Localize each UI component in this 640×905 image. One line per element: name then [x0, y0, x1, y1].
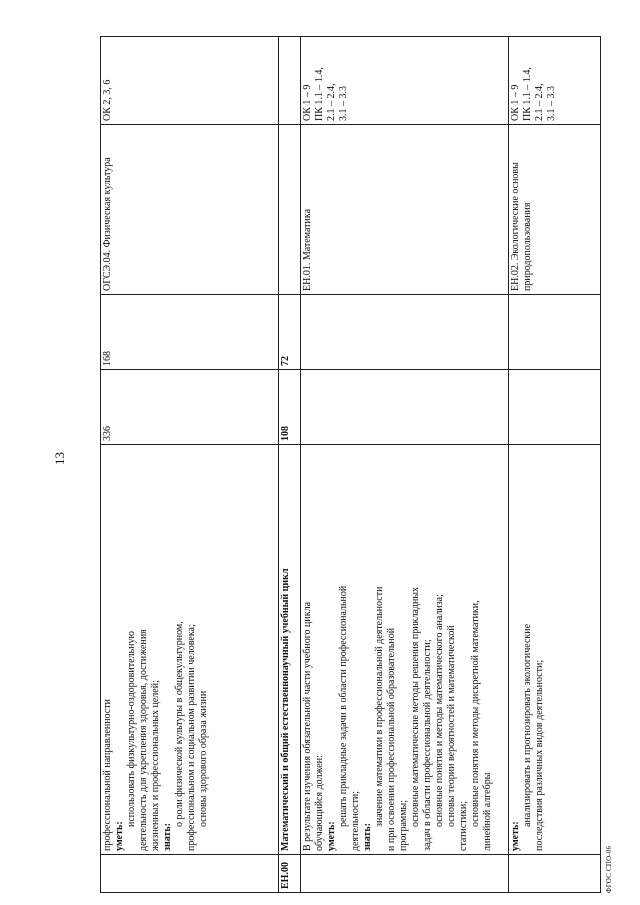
table-row [301, 37, 509, 893]
content-line: основы здорового образа жизни [198, 690, 209, 827]
cell-aud-hours: 72 [279, 295, 301, 370]
content-line: деятельность для укрепления здоровья, достижения [138, 629, 149, 851]
table-row [279, 37, 301, 893]
cell-aud-hours [301, 295, 509, 370]
content-line: Математический и общий естественнонаучный учебный цикл [280, 568, 291, 851]
footer-text: ФГОС СПО-06 [605, 845, 613, 893]
cell-discipline: ЕН.01. Математика [301, 125, 509, 295]
content-line: В результате изучения обязательной части учебного цикла [302, 601, 313, 851]
cell-code [509, 855, 601, 893]
cell-content [509, 445, 601, 855]
content-line: жизненных и профессиональных целей; [150, 680, 161, 851]
cell-aud-hours [509, 295, 601, 370]
content-line: деятельности; [350, 790, 361, 851]
content-line: о роли физической культуры в общекультурном, [174, 621, 185, 827]
page-number: 13 [52, 452, 67, 465]
cell-content [301, 445, 509, 855]
content-line: основные математические методы решения прикладных [410, 586, 421, 827]
cell-max-hours: 336 [101, 370, 279, 445]
cell-competencies: ОК 2, 3, 6 [101, 37, 279, 125]
cell-max-hours: 108 [279, 370, 301, 445]
cell-discipline [279, 125, 301, 295]
content-line: задач в области профессиональной деятельности; [422, 639, 433, 851]
content-line: уметь: [326, 821, 337, 851]
cell-max-hours [301, 370, 509, 445]
content-line: использовать физкультурно-оздоровительную [126, 631, 137, 827]
cell-competencies: ОК 1 – 9 ПК 1.1 – 1.4, 2.1 – 2.4, 3.1 – 3.3 [301, 37, 509, 125]
content-line: основы теории вероятностей и математической [446, 625, 457, 827]
curriculum-table [100, 36, 601, 893]
content-line: профессиональном и социальном развитии человека; [186, 624, 197, 851]
content-line: знать: [362, 822, 373, 851]
content-line: профессиональной направленности [102, 699, 113, 851]
content-line: обучающийся должен: [314, 755, 325, 851]
content-line: уметь: [114, 821, 125, 851]
cell-code [101, 855, 279, 893]
content-line: основные понятия и методы математического анализа; [434, 594, 445, 827]
content-line: программы; [398, 799, 409, 851]
curriculum-table-body [101, 37, 601, 893]
content-line: статистики; [458, 801, 469, 851]
cell-content [101, 445, 279, 855]
content-line: анализировать и прогнозировать экологические [522, 623, 533, 827]
cell-competencies: ОК 1 – 9 ПК 1.1 – 1.4, 2.1 – 2.4, 3.1 – 3.3 [509, 37, 601, 125]
cell-discipline: ОГСЭ.04. Физическая культура [101, 125, 279, 295]
content-line: основные понятия и методы дискретной математики, [470, 600, 481, 827]
content-line: решать прикладные задачи в области профессиональной [338, 585, 349, 827]
table-row [101, 37, 279, 893]
table-row [509, 37, 601, 893]
cell-aud-hours: 168 [101, 295, 279, 370]
cell-code [301, 855, 509, 893]
cell-content [279, 445, 301, 855]
content-line: уметь: [510, 821, 521, 851]
cell-discipline: ЕН.02. Экологические основы природопользования [509, 125, 601, 295]
content-line: знать: [162, 822, 173, 851]
content-line: и при освоении профессиональной образовательной [386, 627, 397, 851]
cell-code: ЕН.00 [279, 855, 301, 893]
cell-competencies [279, 37, 301, 125]
content-line: последствия различных видов деятельности; [534, 659, 545, 851]
content-line: линейной алгебры [482, 772, 493, 851]
content-line: значение математики в профессиональной деятельности [374, 586, 385, 827]
cell-max-hours [509, 370, 601, 445]
